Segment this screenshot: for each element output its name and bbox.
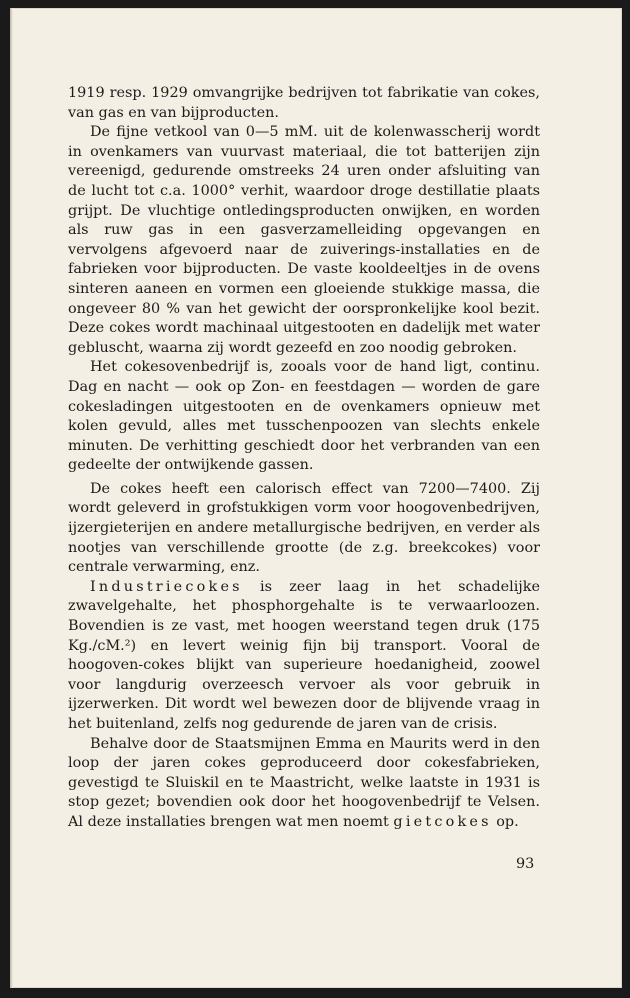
paragraph-6-end: op.	[491, 813, 519, 830]
page-number: 93	[516, 856, 535, 872]
paragraph-6-text: Behalve door de Staatsmijnen Emma en Maurits werd in den loop der jaren cokes geproduceerd door cokesfabrieken, gevestigd te Sluiskil en te Maastricht, welke laatste in 1931 is stop gezet; bovendien ook door het hoogovenbedrijf te Velsen. Al deze installaties brengen wat men noemt	[68, 735, 540, 830]
paragraph-5	[68, 578, 540, 735]
paragraph-2: De fijne vetkool van 0—5 mM. uit de kolenwasscherij wordt in ovenkamers van vuurvast materiaal, die tot batterijen zijn vereenigd, gedurende omstreeks 24 uren onder afsluiting van de lucht tot c.a. 1000° verhit, waardoor droge destillatie plaats grijpt. De vluchtige ontledingsproducten onwijken, en worden als ruw gas in een gasverzamelleiding opgevangen en vervolgens afgevoerd naar de zuiverings-installaties en de fabrieken voor bijproducten. De vaste kooldeeltjes in de ovens sinteren aaneen en vormen een gloeiende stukkige massa, die ongeveer 80 % van het gewicht der oorspronkelijke kool bezit. Deze cokes wordt machinaal uitgestooten en dadelijk met water gebluscht, waarna zij wordt gezeefd en zoo noodig gebroken.	[68, 124, 540, 356]
book-page	[10, 8, 622, 988]
paragraph-1: 1919 resp. 1929 omvangrijke bedrijven tot fabrikatie van cokes, van gas en van bijproducten.	[68, 85, 540, 121]
body-text	[68, 84, 540, 833]
emphasis-gietcokes: gietcokes	[393, 813, 492, 830]
emphasis-industriecokes: Industriecokes	[90, 578, 243, 595]
paragraph-3: Het cokesovenbedrijf is, zooals voor de hand ligt, continu. Dag en nacht — ook op Zon- en feestdagen — worden de gare cokesladingen uitgestooten en de ovenkamers opnieuw met kolen gevuld, alles met tusschenpoozen van slechts enkele minuten. De verhitting geschiedt door het verbranden van een gedeelte der ontwijkende gassen.	[68, 359, 540, 474]
paragraph-6	[68, 735, 540, 833]
paragraph-5-text: is zeer laag in het schadelijke zwavelgehalte, het phosphorgehalte is te verwaarloozen. Bovendien is ze vast, met hoogen weerstand tegen druk (175 Kg./cM.²) en levert weinig fijn bij transport. Vooral de hoogoven-cokes blijkt van superieure hoedanigheid, zoowel voor langdurig overzeesch vervoer als voor gebruik in ijzerwerken. Dit wordt wel bewezen door de blijvende vraag in het buitenland, zelfs nog gedurende de jaren van de crisis.	[68, 578, 540, 732]
paragraph-4: De cokes heeft een calorisch effect van 7200—7400. Zij wordt geleverd in grofstukkigen vorm voor hoogovenbedrijven, ijzergieterijen en andere metallurgische bedrijven, en verder als nootjes van verschillende grootte (de z.g. breekcokes) voor centrale verwarming, enz.	[68, 480, 540, 576]
